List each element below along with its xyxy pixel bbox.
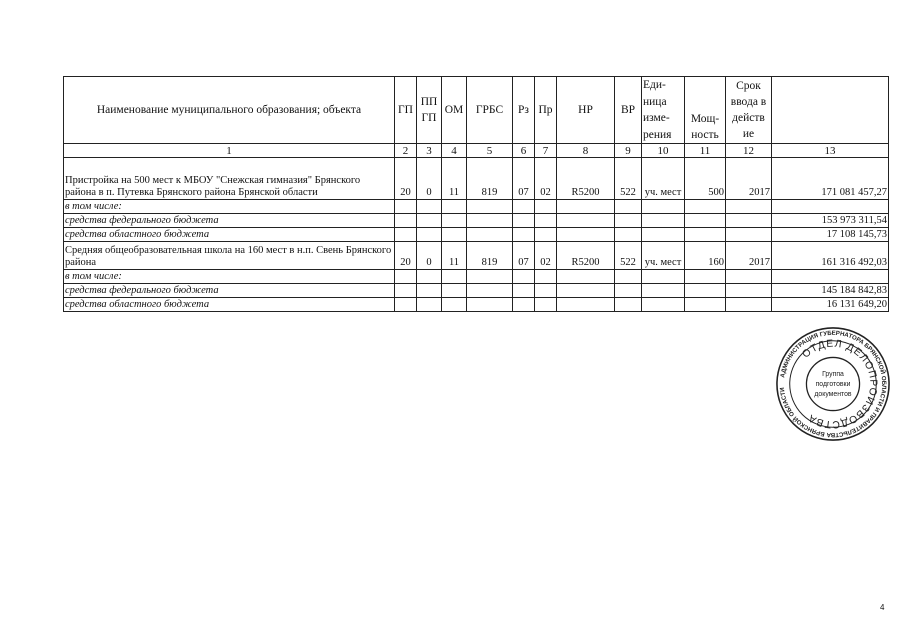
stamp-center-line3: документов bbox=[814, 390, 852, 398]
object-vr: 522 bbox=[615, 158, 642, 200]
federal-budget-row bbox=[64, 214, 889, 228]
header-rz: Рз bbox=[513, 77, 535, 144]
stamp-center-line2: подготовки bbox=[815, 380, 851, 388]
federal-budget-label: средства федерального бюджета bbox=[64, 214, 395, 228]
object-power: 160 bbox=[685, 242, 726, 270]
col-number: 3 bbox=[417, 144, 442, 158]
object-row bbox=[64, 242, 889, 270]
object-term: 2017 bbox=[726, 242, 772, 270]
object-om: 11 bbox=[442, 158, 467, 200]
object-name: Средняя общеобразовательная школа на 160 мест в н.п. Свень Брянского района bbox=[64, 242, 395, 270]
col-number: 13 bbox=[772, 144, 889, 158]
col-number: 7 bbox=[535, 144, 557, 158]
object-om: 11 bbox=[442, 242, 467, 270]
col-number: 12 bbox=[726, 144, 772, 158]
col-number: 2 bbox=[395, 144, 417, 158]
header-nr: НР bbox=[557, 77, 615, 144]
including-label: в том числе: bbox=[64, 200, 395, 214]
object-ppgp: 0 bbox=[417, 158, 442, 200]
regional-budget-label: средства областного бюджета bbox=[64, 228, 395, 242]
col-number: 1 bbox=[64, 144, 395, 158]
object-pr: 02 bbox=[535, 158, 557, 200]
object-gp: 20 bbox=[395, 242, 417, 270]
col-number: 6 bbox=[513, 144, 535, 158]
header-ppgp: ПП ГП bbox=[417, 77, 442, 144]
col-number: 11 bbox=[685, 144, 726, 158]
header-pr: Пр bbox=[535, 77, 557, 144]
col-number: 8 bbox=[557, 144, 615, 158]
header-unit: Еди- ница изме- рения bbox=[642, 77, 685, 144]
page-number: 4 bbox=[880, 603, 885, 612]
object-sum: 161 316 492,03 bbox=[772, 242, 889, 270]
office-stamp bbox=[774, 325, 892, 443]
object-term: 2017 bbox=[726, 158, 772, 200]
regional-budget-sum: 16 131 649,20 bbox=[772, 298, 889, 312]
object-grbs: 819 bbox=[467, 158, 513, 200]
object-vr: 522 bbox=[615, 242, 642, 270]
federal-budget-row bbox=[64, 284, 889, 298]
header-gp: ГП bbox=[395, 77, 417, 144]
object-gp: 20 bbox=[395, 158, 417, 200]
col-number: 10 bbox=[642, 144, 685, 158]
object-ppgp: 0 bbox=[417, 242, 442, 270]
header-power: Мощ- ность bbox=[685, 77, 726, 144]
header-name: Наименование муниципального образования; объекта bbox=[64, 77, 395, 144]
header-grbs: ГРБС bbox=[467, 77, 513, 144]
regional-budget-row bbox=[64, 228, 889, 242]
object-nr: R5200 bbox=[557, 242, 615, 270]
regional-budget-row bbox=[64, 298, 889, 312]
header-om: ОМ bbox=[442, 77, 467, 144]
col-number: 9 bbox=[615, 144, 642, 158]
object-unit: уч. мест bbox=[642, 158, 685, 200]
regional-budget-sum: 17 108 145,73 bbox=[772, 228, 889, 242]
stamp-middle-text: ОТДЕЛ ДЕЛОПРОИЗВОДСТВА bbox=[800, 338, 879, 430]
including-row bbox=[64, 270, 889, 284]
including-row bbox=[64, 200, 889, 214]
header-sum bbox=[772, 77, 889, 144]
col-number: 5 bbox=[467, 144, 513, 158]
object-rz: 07 bbox=[513, 158, 535, 200]
regional-budget-label: средства областного бюджета bbox=[64, 298, 395, 312]
col-number: 4 bbox=[442, 144, 467, 158]
federal-budget-sum: 145 184 842,83 bbox=[772, 284, 889, 298]
federal-budget-sum: 153 973 311,54 bbox=[772, 214, 889, 228]
object-unit: уч. мест bbox=[642, 242, 685, 270]
object-rz: 07 bbox=[513, 242, 535, 270]
federal-budget-label: средства федерального бюджета bbox=[64, 284, 395, 298]
header-term: Срок ввода в действ ие bbox=[726, 77, 772, 144]
budget-table bbox=[63, 76, 889, 312]
object-pr: 02 bbox=[535, 242, 557, 270]
object-nr: R5200 bbox=[557, 158, 615, 200]
including-label: в том числе: bbox=[64, 270, 395, 284]
object-name: Пристройка на 500 мест к МБОУ "Снежская гимназия" Брянского района в п. Путевка Брянского района Брянской области bbox=[64, 158, 395, 200]
object-power: 500 bbox=[685, 158, 726, 200]
object-row bbox=[64, 158, 889, 200]
stamp-outer-text: АДМИНИСТРАЦИЯ ГУБЕРНАТОРА БРЯНСКОЙ ОБЛАСТИ И ПРАВИТЕЛЬСТВА БРЯНСКОЙ ОБЛАСТИ bbox=[778, 329, 888, 439]
column-number-row bbox=[64, 144, 889, 158]
header-row bbox=[64, 77, 889, 144]
object-grbs: 819 bbox=[467, 242, 513, 270]
object-sum: 171 081 457,27 bbox=[772, 158, 889, 200]
header-vr: ВР bbox=[615, 77, 642, 144]
stamp-center-line1: Группа bbox=[822, 371, 844, 379]
